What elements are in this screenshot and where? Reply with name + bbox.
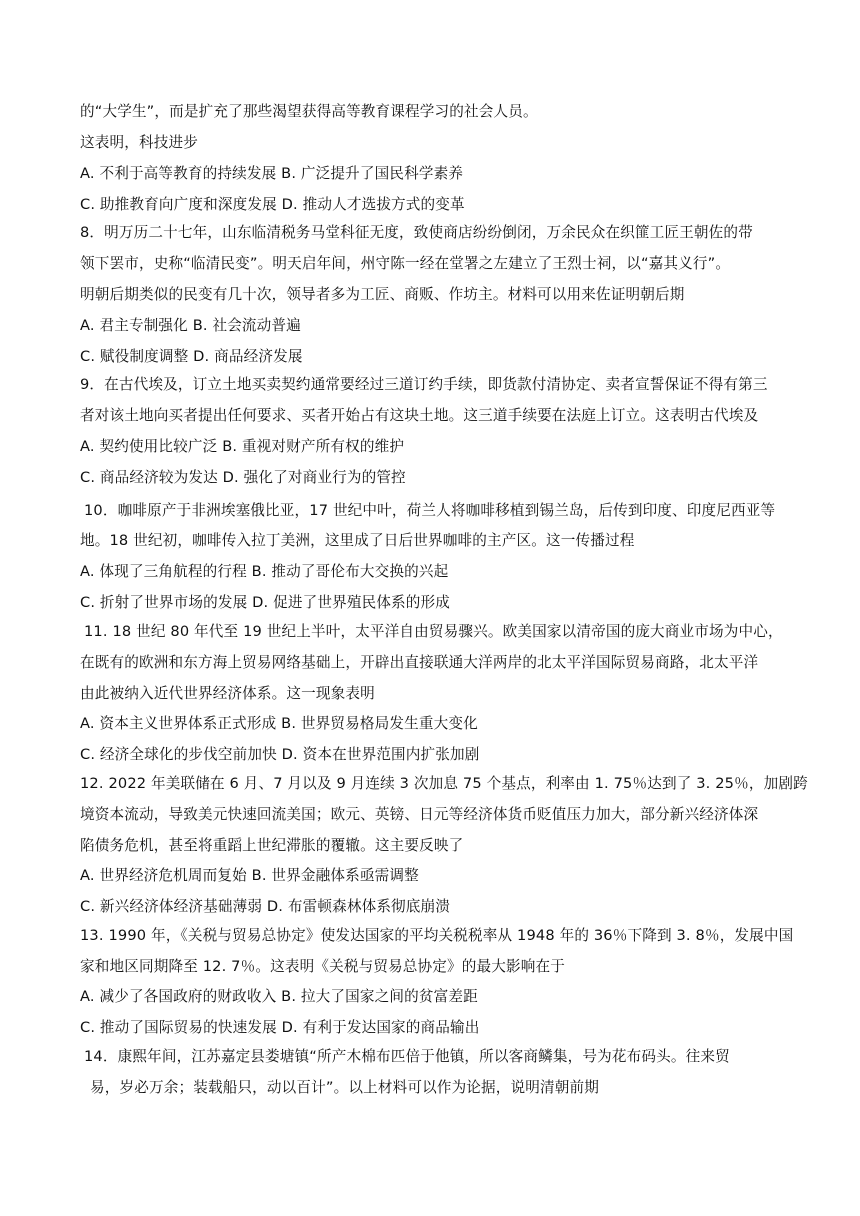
text-line: 者对该土地向买者提出任何要求、买者开始占有这块土地。这三道手续要在法庭上订立。这表明古代埃及 [80, 407, 759, 424]
answer-option-line: A. 契约使用比较广泛 B. 重视对财产所有权的维护 [80, 438, 405, 455]
question-11: 11. 18 世纪 80 年代至 19 世纪上半叶，太平洋自由贸易骤兴。欧美国家以清帝国的庞大商业市场为中心， [84, 623, 783, 640]
text-line: 这表明，科技进步 [80, 134, 198, 151]
answer-option-line: A. 资本主义世界体系正式形成 B. 世界贸易格局发生重大变化 [80, 715, 478, 732]
answer-option-line: C. 推动了国际贸易的快速发展 D. 有利于发达国家的商品输出 [80, 1019, 480, 1036]
question-9: 9．在古代埃及，订立土地买卖契约通常要经过三道订约手续，即货款付清协定、卖者宣誓保证不得有第三 [80, 376, 768, 393]
question-13: 13. 1990 年，《关税与贸易总协定》使发达国家的平均关税税率从 1948 年的 36％下降到 3. 8％，发展中国 [80, 927, 794, 944]
answer-option-line: C. 商品经济较为发达 D. 强化了对商业行为的管控 [80, 469, 406, 486]
text-line: 领下罢市，史称“临清民变”。明天启年间，州守陈一经在堂署之左建立了王烈士祠，以“嘉其义行”。 [80, 255, 731, 272]
text-line: 由此被纳入近代世界经济体系。这一现象表明 [80, 685, 375, 702]
answer-option-line: C. 助推教育向广度和深度发展 D. 推动人才选拔方式的变革 [80, 196, 465, 213]
text-line: 家和地区同期降至 12. 7％。这表明《关税与贸易总协定》的最大影响在于 [80, 958, 565, 975]
text-line: 的“大学生”，而是扩充了那些渴望获得高等教育课程学习的社会人员。 [80, 103, 538, 120]
question-14: 14．康熙年间，江苏嘉定县娄塘镇“所产木棉布匹倍于他镇，所以客商鳞集，号为花布码头。往来贸 [84, 1048, 730, 1065]
question-10: 10．咖啡原产于非洲埃塞俄比亚，17 世纪中叶，荷兰人将咖啡移植到锡兰岛，后传到印度、印度尼西亚等 [84, 502, 776, 519]
answer-option-line: C. 折射了世界市场的发展 D. 促进了世界殖民体系的形成 [80, 594, 451, 611]
answer-option-line: A. 减少了各国政府的财政收入 B. 拉大了国家之间的贫富差距 [80, 988, 478, 1005]
question-8: 8．明万历二十七年，山东临清税务马堂科征无度，致使商店纷纷倒闭，万余民众在织篚工匠王朝佐的带 [80, 224, 753, 241]
text-line: 地。18 世纪初，咖啡传入拉丁美洲，这里成了日后世界咖啡的主产区。这一传播过程 [80, 532, 635, 549]
question-12: 12. 2022 年美联储在 6 月、7 月以及 9 月连续 3 次加息 75 个基点，利率由 1. 75％达到了 3. 25％，加剧跨 [80, 775, 808, 792]
answer-option-line: C. 新兴经济体经济基础薄弱 D. 布雷顿森林体系彻底崩溃 [80, 898, 451, 915]
answer-option-line: C. 经济全球化的步伐空前加快 D. 资本在世界范围内扩张加剧 [80, 746, 480, 763]
text-line: 境资本流动，导致美元快速回流美国；欧元、英镑、日元等经济体货币贬值压力加大，部分新兴经济体深 [80, 806, 759, 823]
text-line: 在既有的欧洲和东方海上贸易网络基础上，开辟出直接联通大洋两岸的北太平洋国际贸易商路，北太平洋 [80, 654, 759, 671]
answer-option-line: A. 君主专制强化 B. 社会流动普遍 [80, 317, 301, 334]
text-line: 陷债务危机，甚至将重蹈上世纪滞胀的覆辙。这主要反映了 [80, 837, 464, 854]
answer-option-line: A. 世界经济危机周而复始 B. 世界金融体系亟需调整 [80, 867, 419, 884]
answer-option-line: A. 体现了三角航程的行程 B. 推动了哥伦布大交换的兴起 [80, 563, 449, 580]
answer-option-line: C. 赋役制度调整 D. 商品经济发展 [80, 348, 303, 365]
answer-option-line: A. 不利于高等教育的持续发展 B. 广泛提升了国民科学素养 [80, 165, 464, 182]
text-line: 易，岁必万余；装载船只，动以百计”。以上材料可以作为论据，说明清朝前期 [90, 1079, 600, 1096]
text-line: 明朝后期类似的民变有几十次，领导者多为工匠、商贩、作坊主。材料可以用来佐证明朝后期 [80, 286, 685, 303]
